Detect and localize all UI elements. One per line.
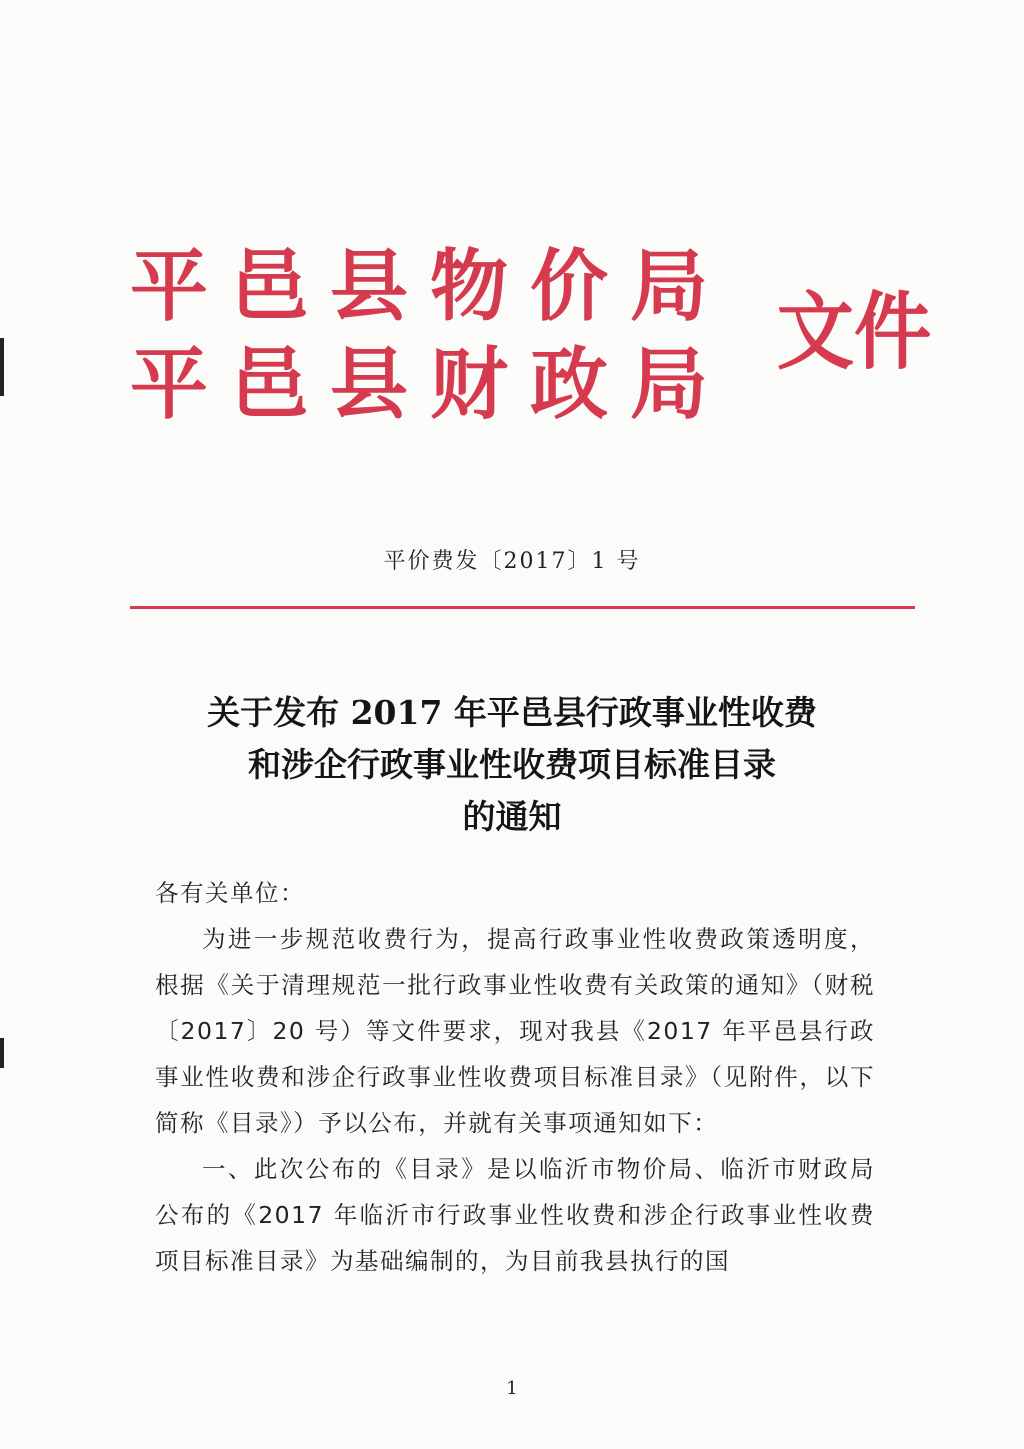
title-line-2: 和涉企行政事业性收费项目标准目录 [248,745,776,784]
scan-edge-mark [0,1038,4,1068]
scan-edge-mark [0,338,4,396]
page-number: 1 [506,1378,518,1399]
paragraph: 为进一步规范收费行为，提高行政事业性收费政策透明度，根据《关于清理规范一批行政事业性收费有关政策的通知》（财税〔2017〕20 号）等文件要求，现对我县《2017 年平邑县行政事业性收费和涉企行政事业性收费项目标准目录》（见附件，以下简称《目录》）予以公布，并就有关事项通知如下： [155,925,875,1137]
title-line-1: 关于发布 2017 年平邑县行政事业性收费 [207,693,817,732]
document-type-label: 文件 [776,282,932,381]
issuer-line-1: 平邑县物价局 [130,241,731,332]
paragraph: 一、此次公布的《目录》是以临沂市物价局、临沂市财政局公布的《2017 年临沂市行政事业性收费和涉企行政事业性收费项目标准目录》为基础编制的，为目前我县执行的国 [155,1155,875,1275]
title-line-3: 的通知 [462,797,562,836]
body-text [155,870,875,1284]
salutation: 各有关单位： [155,879,305,907]
issuer-line-2: 平邑县财政局 [130,339,731,430]
red-divider [130,606,915,609]
red-header [130,232,930,442]
document-number: 平价费发〔2017〕1 号 [383,549,641,574]
